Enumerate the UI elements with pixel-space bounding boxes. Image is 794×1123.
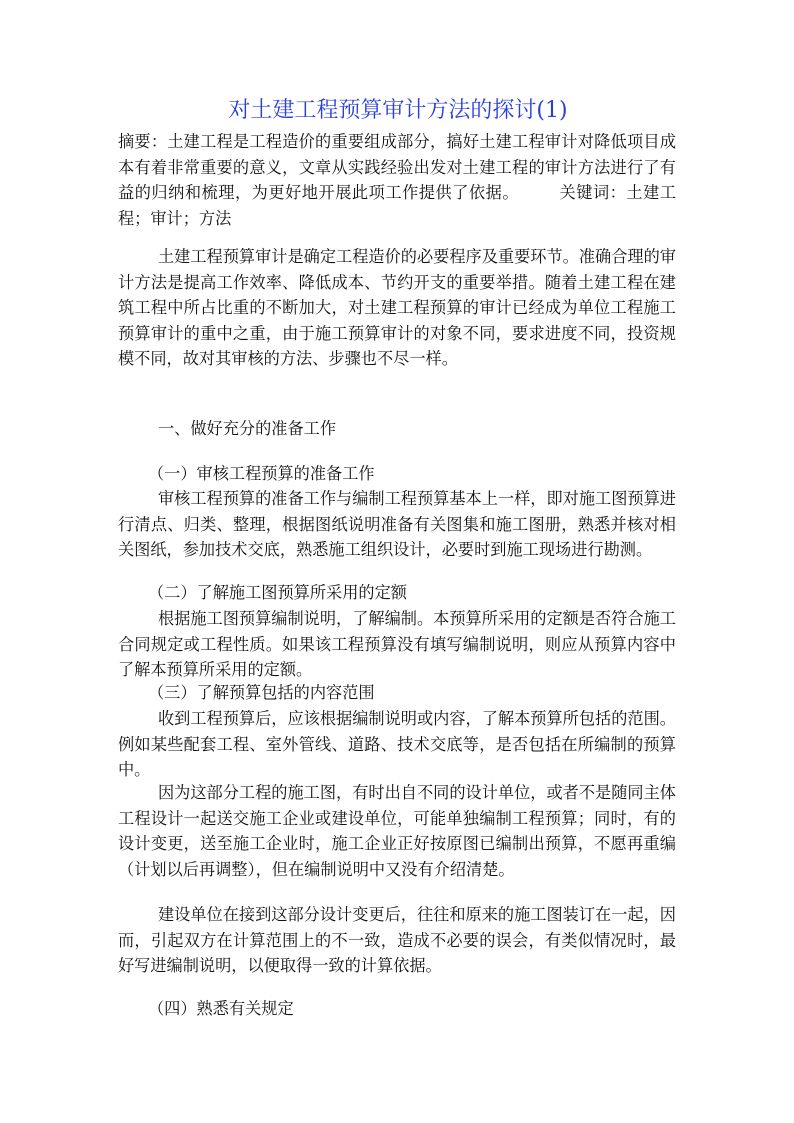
subsection-3-paragraph-2: 因为这部分工程的施工图，有时出自不同的设计单位，或者不是随同主体工程设计一起送交施工企业或建设单位，可能单独编制工程预算；同时，有的设计变更，送至施工企业时，施工企业正好按原图已编制出预算，不愿再重编（计划以后再调整），但在编制说明中又没有介绍清楚。 [118, 783, 676, 879]
subsection-heading-4: （四）熟悉有关规定 [148, 999, 294, 1018]
subsection-2-paragraph: 根据施工图预算编制说明，了解编制。本预算所采用的定额是否符合施工合同规定或工程性质。如果该工程预算没有填写编制说明，则应从预算内容中了解本预算所采用的定额。 [118, 609, 676, 680]
document-title: 对土建工程预算审计方法的探讨(1) [228, 98, 568, 123]
subsection-heading-3: （三）了解预算包括的内容范围 [148, 683, 375, 702]
keywords-label: 关键词： [559, 183, 627, 203]
subsection-1-paragraph: 审核工程预算的准备工作与编制工程预算基本上一样，即对施工图预算进行清点、归类、整理，根据图纸说明准备有关图集和施工图册，熟悉并核对相关图纸，参加技术交底，熟悉施工组织设计，必要时到施工现场进行勘测。 [118, 489, 676, 560]
abstract-label: 摘要： [118, 132, 168, 151]
abstract-paragraph [118, 129, 676, 231]
section-heading-1: 一、做好充分的准备工作 [158, 419, 337, 438]
keywords-text: 土建工程；审计；方法 [118, 183, 677, 228]
subsection-heading-1: （一）审核工程预算的准备工作 [148, 464, 375, 483]
subsection-3-paragraph-1: 收到工程预算后，应该根据编制说明或内容，了解本预算所包括的范围。例如某些配套工程、室外管线、道路、技术交底等，是否包括在所编制的预算中。 [118, 709, 676, 780]
subsection-3-paragraph-3: 建设单位在接到这部分设计变更后，往往和原来的施工图装订在一起，因而，引起双方在计算范围上的不一致，造成不必要的误会，有类似情况时，最好写进编制说明，以便取得一致的计算依据。 [118, 905, 676, 976]
intro-paragraph: 土建工程预算审计是确定工程造价的必要程序及重要环节。准确合理的审计方法是提高工作效率、降低成本、节约开支的重要举措。随着土建工程在建筑工程中所占比重的不断加大，对土建工程预算的审计已经成为单位工程施工预算审计的重中之重，由于施工预算审计的对象不同，要求进度不同，投资规模不同，故对其审核的方法、步骤也不尽一样。 [118, 247, 676, 369]
subsection-heading-2: （二）了解施工图预算所采用的定额 [148, 583, 407, 602]
abstract-text: 土建工程是工程造价的重要组成部分，搞好土建工程审计对降低项目成本有着非常重要的意义，文章从实践经验出发对土建工程的审计方法进行了有益的归纳和梳理，为更好地开展此项工作提供了依据。 [118, 132, 677, 203]
